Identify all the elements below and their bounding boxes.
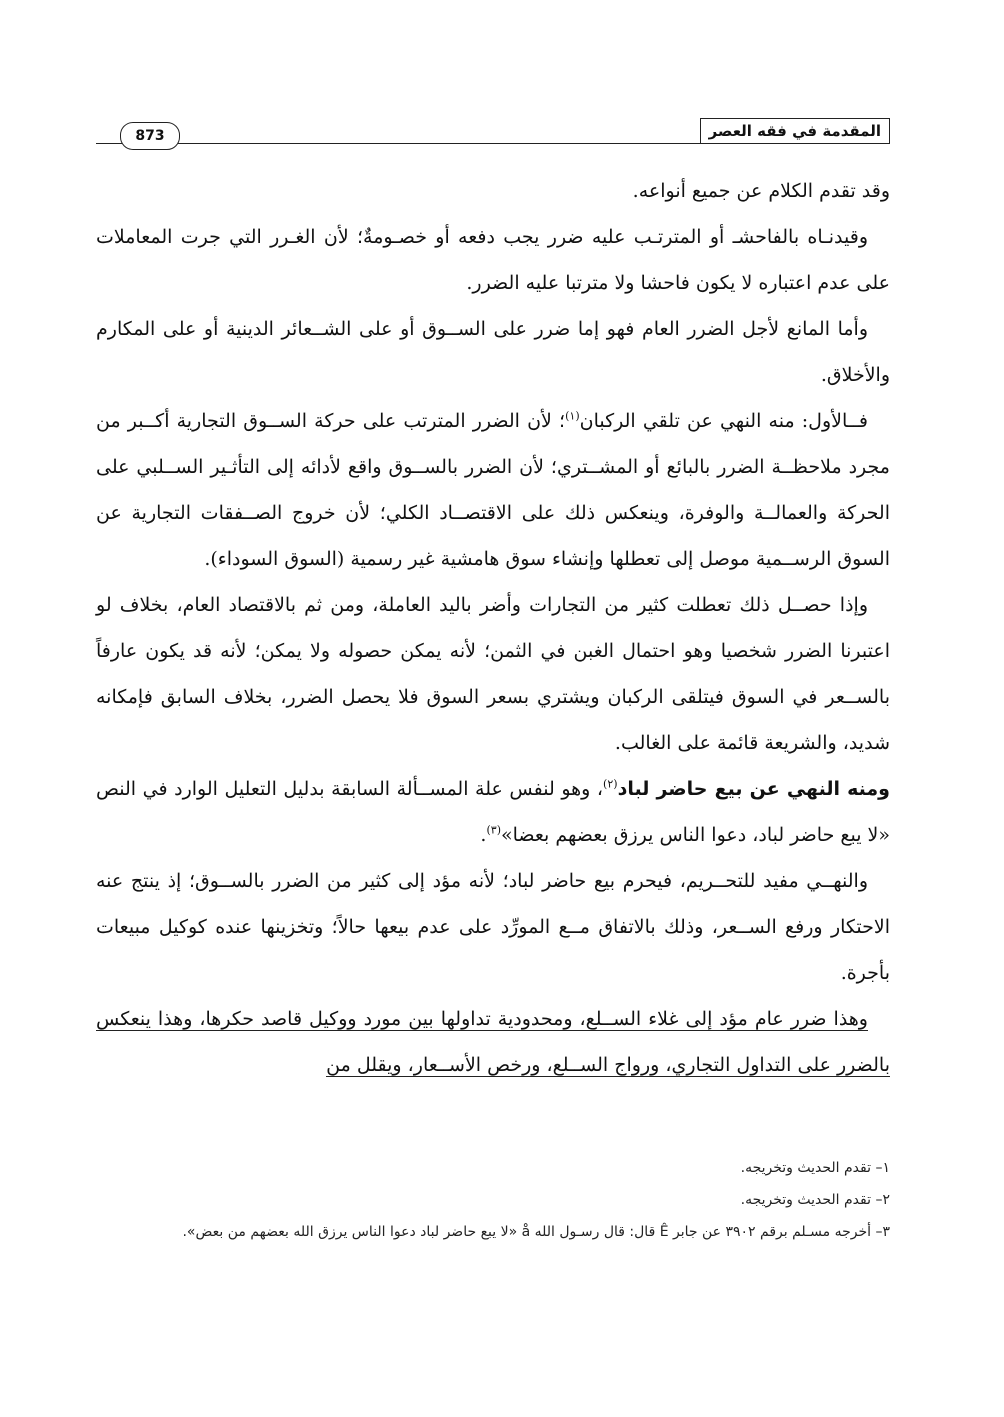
paragraph: والنهــي مفيد للتحــريم، فيحرم بيع حاضر لباد؛ لأنه مؤد إلى كثير من الضرر بالســوق؛ إذ ينتج عنه الاحتكار ورفع الســعر، وذلك بالاتفاق مــع المورِّد على عدم بيعها حالاً؛ وتخزينها عنده كوكيل مبيعات بأجرة. — [96, 870, 890, 984]
paragraph-text: ، وهو لنفس علة المســألة السابقة بدليل التعليل الوارد في النص «لا يبع حاضر لباد، دعوا الناس يرزق بعضهم بعضا» — [96, 778, 890, 846]
footnote: ١– تقدم الحديث وتخريجه. — [740, 1160, 890, 1176]
footnote: ٢– تقدم الحديث وتخريجه. — [740, 1192, 890, 1208]
paragraph: وقيدنـاه بالفاحشـ أو المترتـب عليه ضرر يجب دفعه أو خصـومةٌ؛ لأن الغـرر التي جرت المعاملات على عدم اعتباره لا يكون فاحشا ولا مترتبا عليه الضرر. — [96, 226, 890, 294]
paragraph: وإذا حصــل ذلك تعطلت كثير من التجارات وأضر باليد العاملة، ومن ثم بالاقتصاد العام، بخلاف لو اعتبرنا الضرر شخصيا وهو احتمال الغبن في الثمن؛ لأنه يمكن حصوله ولا يمكن؛ لأنه قد يكون عارفاً بالســعر في السوق فيتلقى الركبان ويشتري بسعر السوق فلا يحصل الضرر، بخلاف السابق فإمكانه شديد، والشريعة قائمة على الغالب. — [96, 594, 890, 754]
footnote-ref: (١) — [565, 409, 580, 423]
running-header — [96, 118, 890, 148]
paragraph: وأما المانع لأجل الضرر العام فهو إما ضرر على الســوق أو على الشــعائر الدينية أو على المكارم والأخلاق. — [96, 318, 890, 386]
header-rule — [96, 143, 890, 144]
paragraph — [96, 766, 890, 858]
paragraph-text: . — [480, 824, 487, 846]
paragraph-text: وهذا ضرر عام مؤد إلى غلاء الســلع، ومحدودية تداولها بين مورد ووكيل قاصد حكرها، وهذا ينعكس بالضرر على التداول التجاري، ورواج الســلع، ورخص الأســعار، ويقلل من — [96, 1008, 890, 1076]
bold-lead-phrase: ومنه النهي عن بيع حاضر لباد — [617, 778, 890, 800]
paragraph: وقد تقدم الكلام عن جميع أنواعه. — [632, 180, 890, 202]
footnotes — [96, 1152, 890, 1248]
header-title: المقدمة في فقه العصر — [700, 118, 890, 143]
paragraph-text: فــالأول: منه النهي عن تلقي الركبان — [579, 410, 868, 432]
paragraph-text: ؛ لأن الضرر المترتب على حركة الســوق التجارية أكــبر من مجرد ملاحظــة الضرر بالبائع أو المشــتري؛ لأن الضرر بالســوق واقع لأدائه إلى التأثـير الســلبي على الحركة والعمالــة والوفرة، وينعكس ذلك على الاقتصــاد الكلي؛ لأن خروج الصــفقات التجارية عن السوق الرســمية موصل إلى تعطلها وإنشاء سوق هامشية غير رسمية (السوق السوداء). — [96, 410, 890, 570]
body-text — [96, 168, 890, 1088]
paragraph — [96, 996, 890, 1088]
footnote: ٣– أخرجه مسـلم برقم ٣٩٠٢ عن جابر Ê قال: قال رسـول الله å «لا يبع حاضر لباد دعوا الناس يرزق الله بعضهم من بعض». — [182, 1224, 890, 1240]
footnote-ref: (٣) — [486, 823, 501, 837]
paragraph — [96, 398, 890, 582]
page-number: 873 — [120, 122, 180, 150]
footnote-ref: (٢) — [603, 777, 618, 791]
